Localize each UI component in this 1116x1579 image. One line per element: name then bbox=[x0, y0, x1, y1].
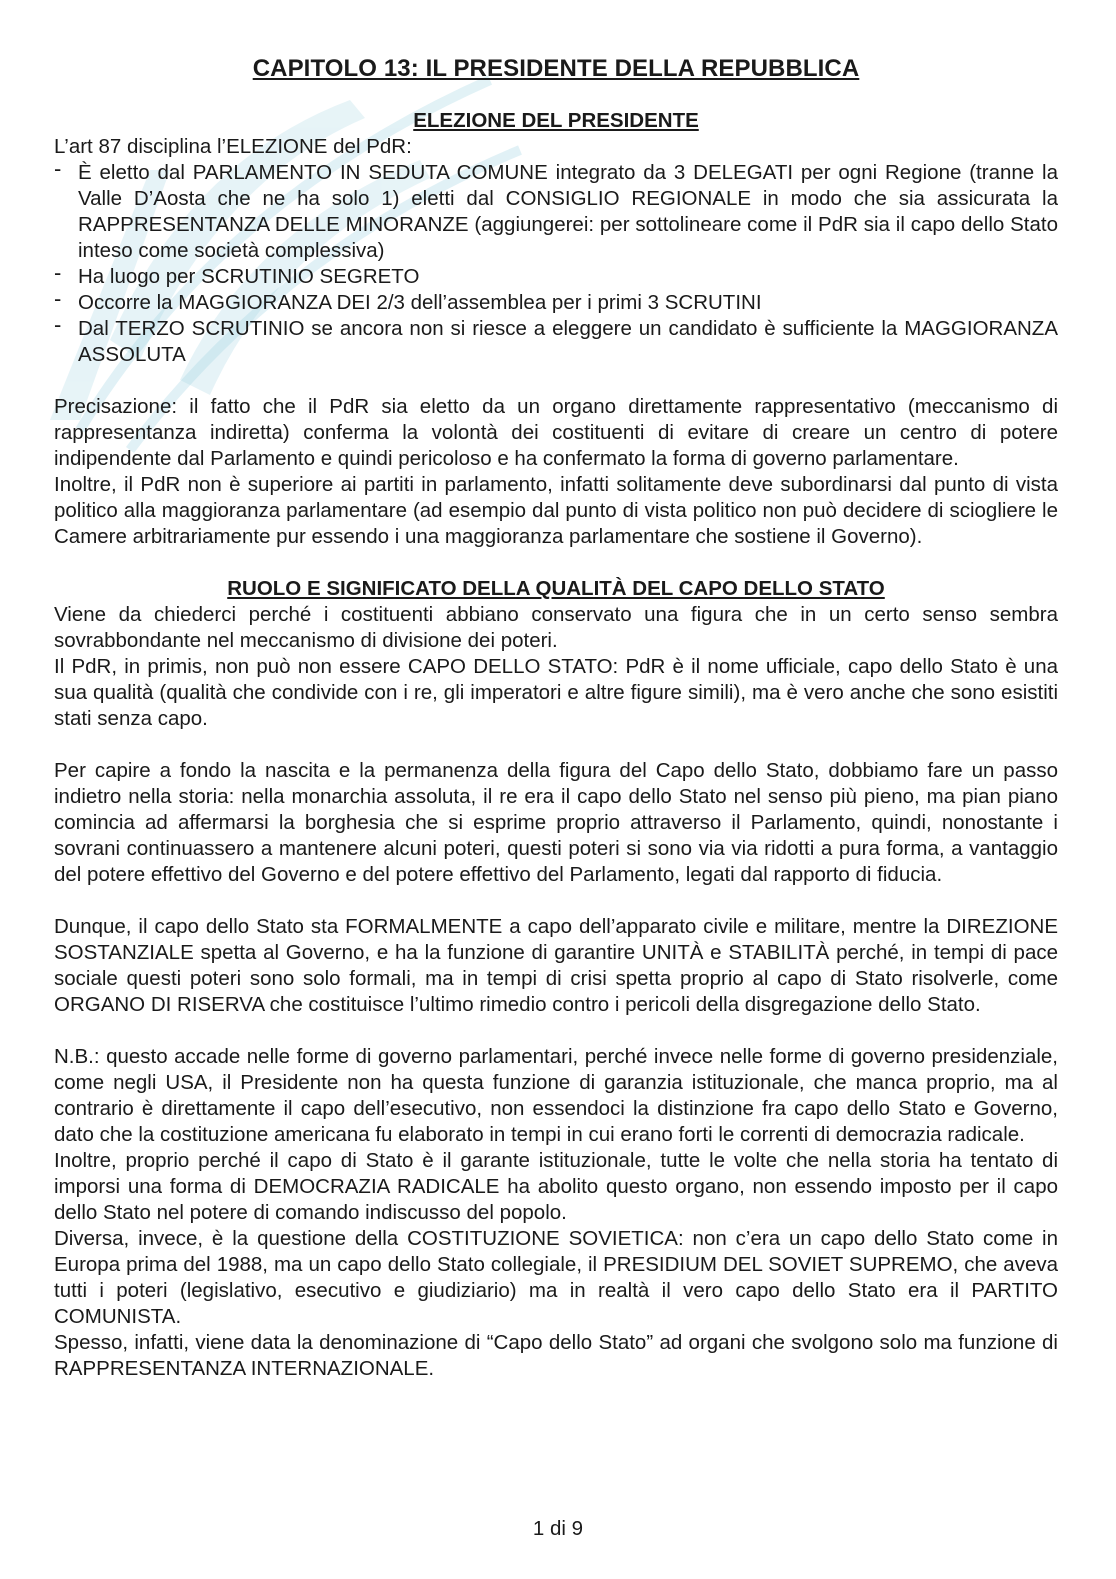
paragraph: Viene da chiederci perché i costituenti abbiano conservato una figura che in un certo senso sembra sovrabbondante nel meccanismo di divisione dei poteri. bbox=[54, 603, 1058, 652]
paragraph: Il PdR, in primis, non può non essere CAPO DELLO STATO: PdR è il nome ufficiale, capo dello Stato è una sua qualità (qualità che condivide con i re, gli imperatori e altre figure simili), ma è vero anche che sono esistiti stati senza capo. bbox=[54, 655, 1058, 730]
election-rules-list bbox=[54, 160, 1058, 368]
paragraph-inoltre: Inoltre, il PdR non è superiore ai partiti in parlamento, infatti solitamente deve subordinarsi dal punto di vista politico alla maggioranza parlamentare (ad esempio dal punto di vista politico non può decidere di sciogliere le Camere arbitrariamente pur essendo i una maggioranza parlamentare che sostiene il Governo). bbox=[54, 473, 1058, 548]
paragraph: Per capire a fondo la nascita e la permanenza della figura del Capo dello Stato, dobbiamo fare un passo indietro nella storia: nella monarchia assoluta, il re era il capo dello Stato nel senso più pieno, ma pian piano comincia ad affermarsi la borghesia che si esprime proprio attraverso il Parlamento, quindi, nonostante i sovrani continuassero a mantenere alcuni poteri, questi poteri si sono via via ridotti a pura forma, a vantaggio del potere effettivo del Governo e del potere effettivo del Parlamento, legati dal rapporto di fiducia. bbox=[54, 759, 1058, 886]
section-heading-role: RUOLO E SIGNIFICATO DELLA QUALITÀ DEL CAPO DELLO STATO bbox=[227, 577, 885, 600]
spacer bbox=[54, 888, 1058, 914]
paragraph-nb: N.B.: questo accade nelle forme di governo parlamentari, perché invece nelle forme di governo presidenziale, come negli USA, il Presidente non ha questa funzione di garanzia istituzionale, che manca proprio, ma al contrario è direttamente il capo dell’esecutivo, non essendoci la distinzione fra capo dello Stato e Governo, dato che la costituzione americana fu elaborato in tempi in cui erano forti le correnti di democrazia radicale. bbox=[54, 1045, 1058, 1146]
paragraph: Inoltre, proprio perché il capo di Stato è il garante istituzionale, tutte le volte che nella storia ha tentato di imporsi una forma di DEMOCRAZIA RADICALE ha abolito questo organo, non essendo imposto per il capo dello Stato nel potere di comando indiscusso del popolo. bbox=[54, 1149, 1058, 1224]
chapter-title: CAPITOLO 13: IL PRESIDENTE DELLA REPUBBLICA bbox=[252, 55, 860, 82]
spacer bbox=[54, 550, 1058, 576]
paragraph-precisazione: Precisazione: il fatto che il PdR sia eletto da un organo direttamente rappresentativo (meccanismo di rappresentanza indiretta) conferma la volontà dei costituenti di evitare di creare un centro di potere indipendente dal Parlamento e quindi pericoloso e ha confermato la forma di governo parlamentare. bbox=[54, 395, 1058, 470]
section-heading-election: ELEZIONE DEL PRESIDENTE bbox=[413, 109, 699, 132]
list-item: - Dal TERZO SCRUTINIO se ancora non si riesce a eleggere un candidato è sufficiente la MAGGIORANZA ASSOLUTA bbox=[54, 316, 1058, 368]
list-item: - Occorre la MAGGIORANZA DEI 2/3 dell’assemblea per i primi 3 SCRUTINI bbox=[54, 290, 1058, 316]
paragraph: Dunque, il capo dello Stato sta FORMALMENTE a capo dell’apparato civile e militare, mentre la DIREZIONE SOSTANZIALE spetta al Governo, e ha la funzione di garantire UNITÀ e STABILITÀ perché, in tempi di pace sociale questi poteri sono solo formali, ma in tempi di crisi spetta proprio al capo di Stato risolverle, come ORGANO DI RISERVA che costituisce l’ultimo rimedio contro i pericoli della disgregazione dello Stato. bbox=[54, 915, 1058, 1016]
list-item: - È eletto dal PARLAMENTO IN SEDUTA COMUNE integrato da 3 DELEGATI per ogni Regione (tranne la Valle D’Aosta che ne ha solo 1) eletti dal CONSIGLIO REGIONALE in modo che sia assicurata la RAPPRESENTANZA DELLE MINORANZE (aggiungerei: per sottolineare come il PdR sia il capo dello Stato inteso come società complessiva) bbox=[54, 160, 1058, 264]
spacer bbox=[54, 732, 1058, 758]
paragraph: Spesso, infatti, viene data la denominazione di “Capo dello Stato” ad organi che svolgono solo ma funzione di RAPPRESENTANZA INTERNAZIONALE. bbox=[54, 1331, 1058, 1380]
list-item: - Ha luogo per SCRUTINIO SEGRETO bbox=[54, 264, 1058, 290]
page-number: 1 di 9 bbox=[532, 1517, 584, 1540]
document-page bbox=[54, 54, 1058, 1382]
paragraph: Diversa, invece, è la questione della COSTITUZIONE SOVIETICA: non c’era un capo dello Stato come in Europa prima del 1988, ma un capo dello Stato collegiale, il PRESIDIUM DEL SOVIET SUPREMO, che aveva tutti i poteri (legislativo, esecutivo e giudiziario) ma in realtà il vero capo dello Stato era il PARTITO COMUNISTA. bbox=[54, 1227, 1058, 1328]
spacer bbox=[54, 368, 1058, 394]
spacer bbox=[54, 1018, 1058, 1044]
election-intro: L’art 87 disciplina l’ELEZIONE del PdR: bbox=[54, 135, 412, 158]
